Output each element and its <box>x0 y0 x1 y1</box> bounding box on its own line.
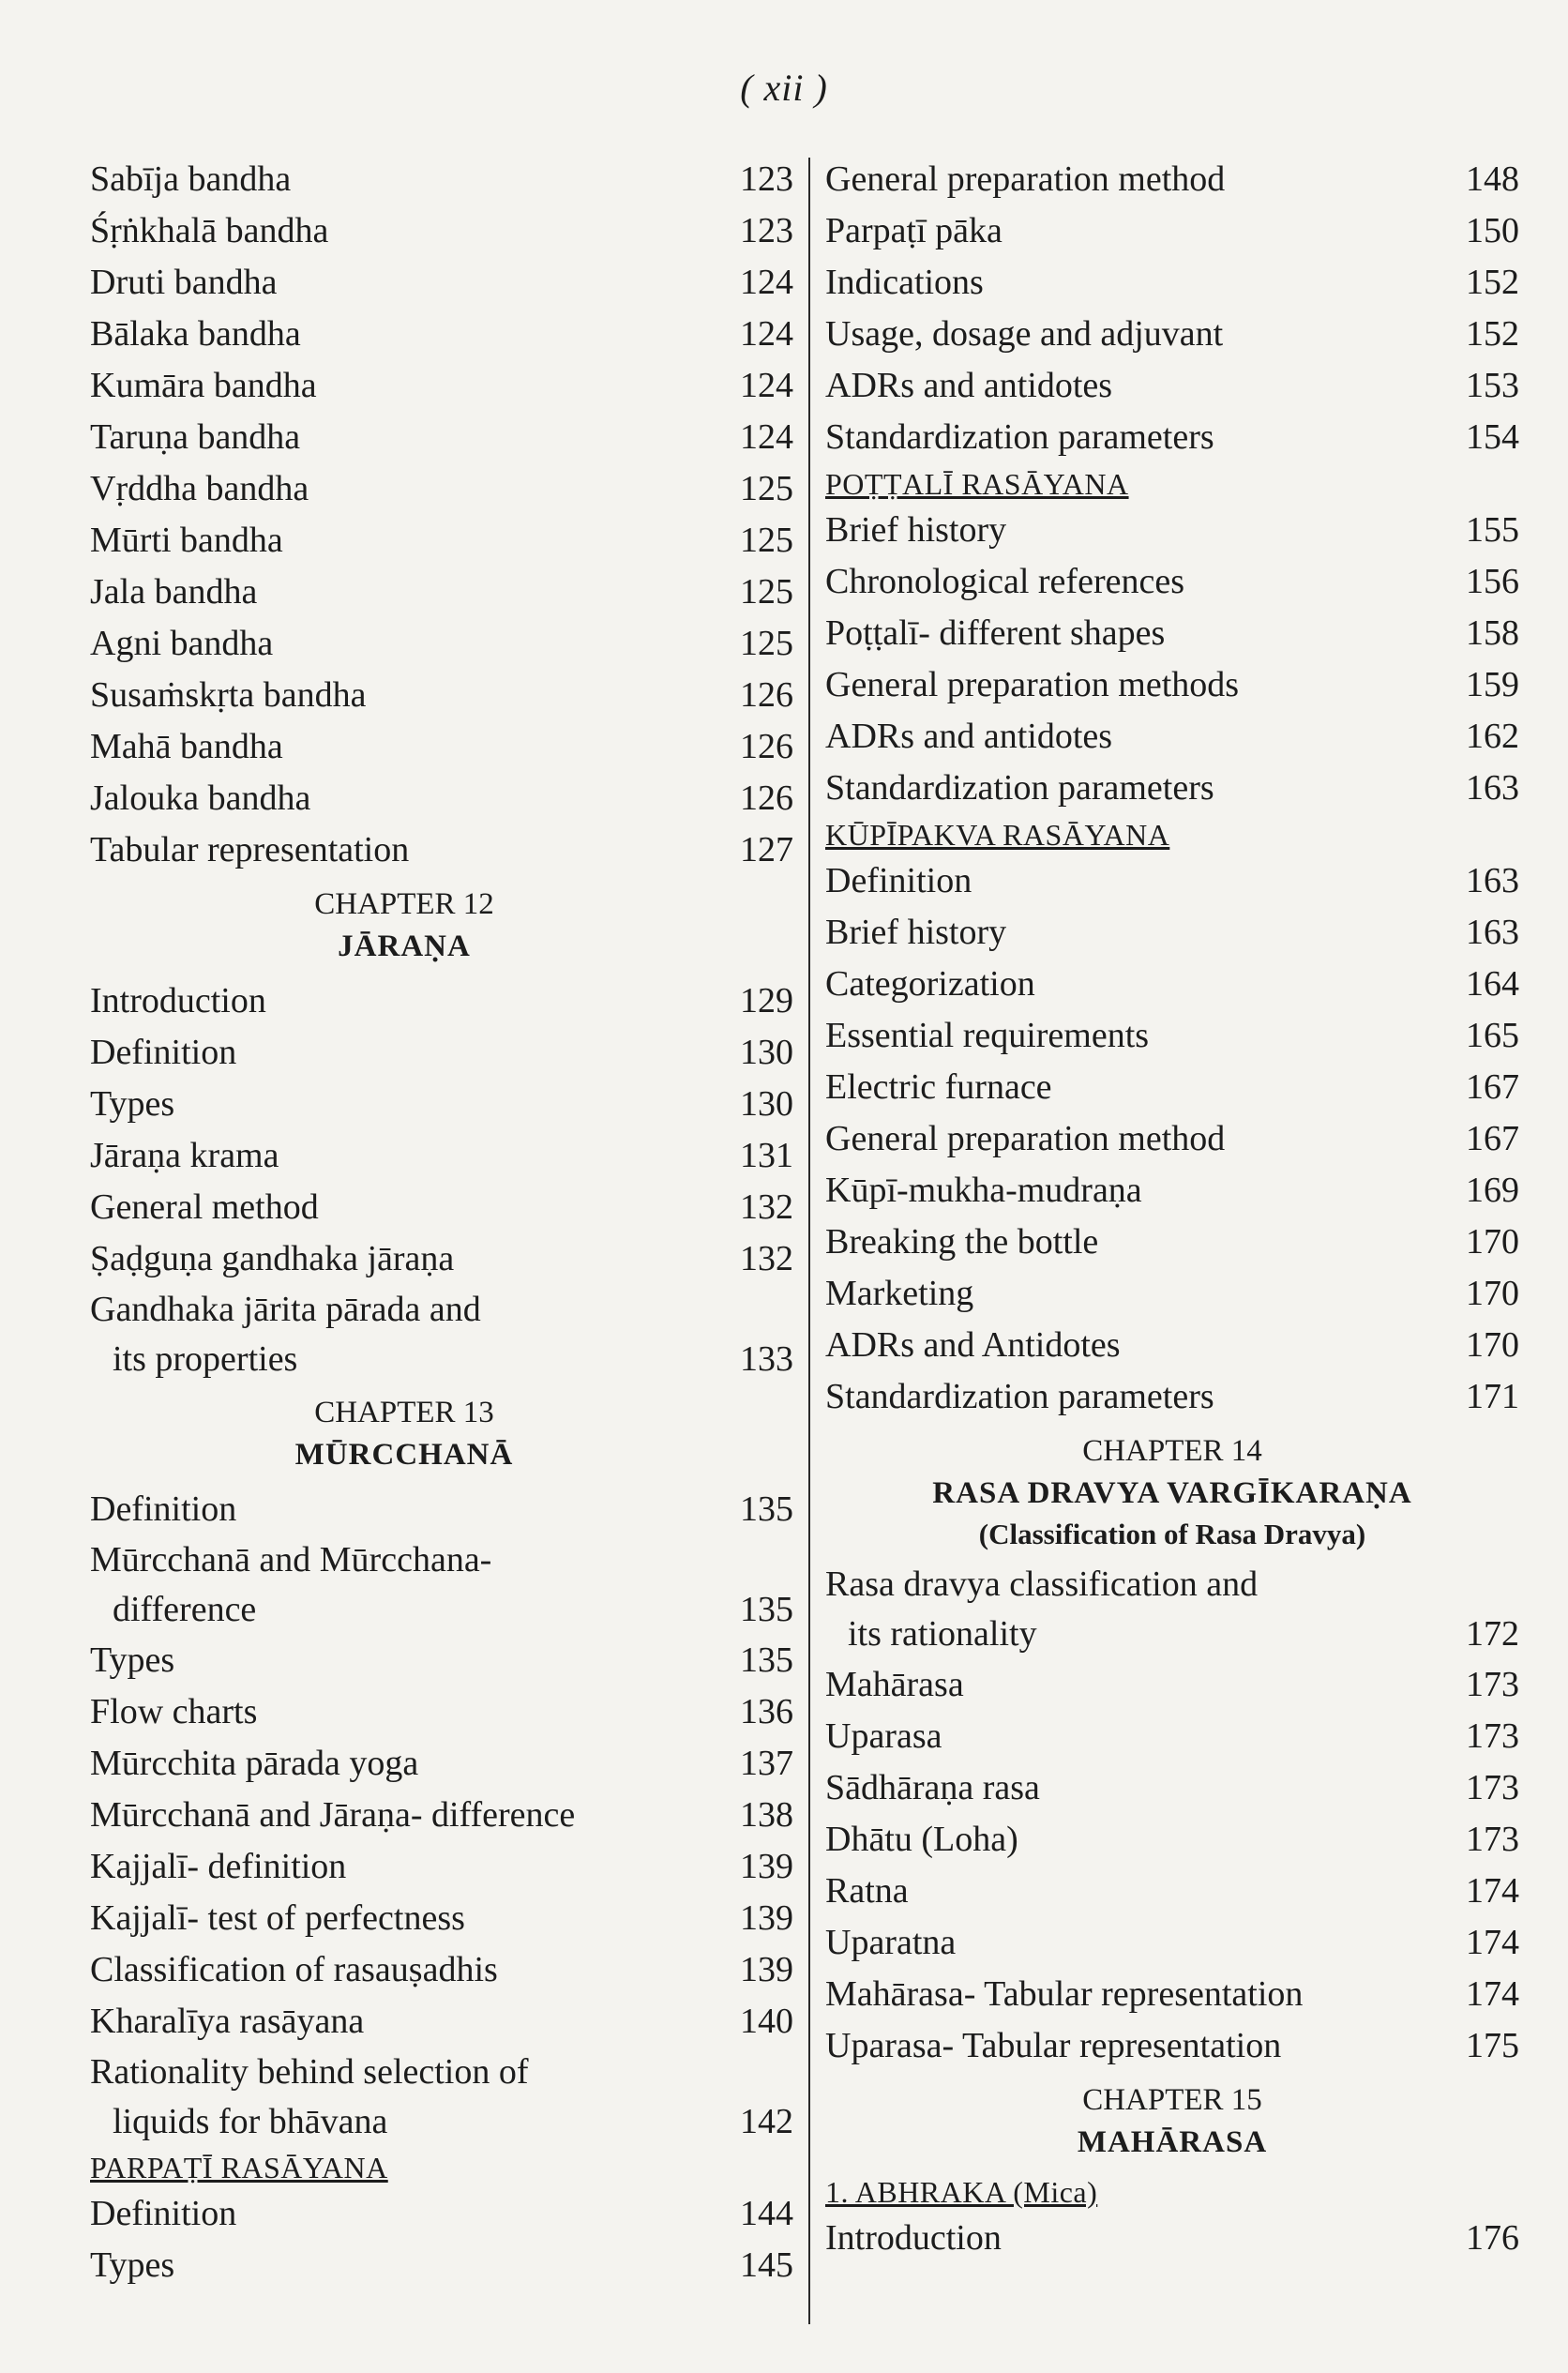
toc-entry-label: Dhātu (Loha) <box>825 1820 1018 1859</box>
toc-entry-label: Mahā bandha <box>90 727 283 766</box>
toc-entry-page: 140 <box>740 2002 793 2041</box>
toc-entry-label: Agni bandha <box>90 624 274 663</box>
toc-entry <box>90 824 793 876</box>
toc-entry-label-line1: Mūrcchanā and Mūrcchana- <box>90 1540 492 1579</box>
toc-entry-page: 173 <box>1466 1665 1519 1704</box>
toc-entry-page: 139 <box>740 1847 793 1886</box>
toc-entry-label: Jala bandha <box>90 572 258 612</box>
toc-entry-label: Śṛṅkhalā bandha <box>90 211 329 250</box>
toc-entry-page: 170 <box>1466 1222 1519 1262</box>
toc-entry-label: Essential requirements <box>825 1016 1150 1055</box>
toc-entry-page: 132 <box>740 1187 793 1227</box>
toc-entry <box>825 505 1519 556</box>
toc-entry <box>825 257 1519 309</box>
toc-entry-label: Jalouka bandha <box>90 778 311 818</box>
toc-entry-page: 162 <box>1466 717 1519 756</box>
toc-entry <box>825 1113 1519 1165</box>
toc-group <box>90 1635 793 2048</box>
toc-entry <box>90 154 793 205</box>
toc-entry-label: Vṛddha bandha <box>90 469 309 508</box>
toc-entry-label: General preparation methods <box>825 665 1240 704</box>
toc-entry-page: 125 <box>740 469 793 508</box>
toc-entry-label: Standardization parameters <box>825 417 1214 457</box>
toc-entry-label: Ṣaḍguṇa gandhaka jāraṇa <box>90 1239 455 1278</box>
toc-entry <box>825 1762 1519 1814</box>
toc-entry-page: 152 <box>1466 314 1519 354</box>
toc-entry-label: Taruṇa bandha <box>90 417 301 457</box>
toc-entry <box>825 763 1519 814</box>
toc-entry <box>825 309 1519 360</box>
toc-entry <box>825 1010 1519 1062</box>
chapter-number: CHAPTER 13 <box>314 1396 494 1429</box>
section-heading: POṬṬALĪ RASĀYANA <box>825 467 1129 501</box>
toc-entry-page: 175 <box>1466 2026 1519 2065</box>
toc-entry-label: Kūpī-mukha-mudraṇa <box>825 1171 1142 1210</box>
page-number: ( xii ) <box>740 67 828 109</box>
toc-entry <box>825 1062 1519 1113</box>
toc-entry <box>90 1079 793 1130</box>
toc-entry <box>90 2188 793 2240</box>
toc-entry-page: 173 <box>1466 1820 1519 1859</box>
toc-entry-label: Bālaka bandha <box>90 314 301 354</box>
toc-entry <box>90 1484 793 1535</box>
toc-entry <box>825 1969 1519 2020</box>
toc-entry-label: General preparation method <box>825 159 1226 199</box>
toc-entry-page: 125 <box>740 572 793 612</box>
chapter-title: RASA DRAVYA VARGĪKARAṆA <box>932 1476 1412 1510</box>
chapter-subtitle: (Classification of Rasa Dravya) <box>978 1518 1366 1550</box>
toc-entry-page: 129 <box>740 981 793 1020</box>
toc-entry-label: Definition <box>90 1033 237 1072</box>
toc-entry-label: Mūrcchita pārada yoga <box>90 1744 419 1783</box>
section-heading: PARPAṬĪ RASĀYANA <box>90 2151 388 2184</box>
toc-entry <box>90 2240 793 2291</box>
toc-entry-label: Standardization parameters <box>825 768 1214 808</box>
chapter-number: CHAPTER 15 <box>1082 2083 1262 2117</box>
toc-entry-page: 126 <box>740 675 793 715</box>
toc-entry-page: 135 <box>740 1489 793 1529</box>
toc-entry-page: 127 <box>740 830 793 869</box>
toc-entry-page: 174 <box>1466 1974 1519 2014</box>
toc-entry-label: Druti bandha <box>90 263 278 302</box>
toc-entry <box>90 1893 793 1944</box>
toc-entry <box>90 1182 793 1233</box>
toc-entry <box>825 1917 1519 1969</box>
toc-entry-label <box>825 1560 1435 1659</box>
toc-entry-page: 138 <box>740 1795 793 1835</box>
toc-entry-page: 163 <box>1466 861 1519 900</box>
toc-entry-label: Marketing <box>825 1274 974 1313</box>
toc-entry <box>825 1560 1519 1659</box>
toc-entry <box>825 360 1519 412</box>
toc-entry <box>825 2020 1519 2072</box>
toc-entry <box>825 1320 1519 1371</box>
toc-entry-label: Kajjalī- test of perfectness <box>90 1898 465 1938</box>
toc-entry-page: 145 <box>740 2245 793 2285</box>
toc-entry-page: 176 <box>1466 2218 1519 2258</box>
toc-entry-label: Susaṁskṛta bandha <box>90 675 367 715</box>
toc-entry-label: General preparation method <box>825 1119 1226 1158</box>
toc-entry-label: Uparatna <box>825 1923 957 1962</box>
toc-entry <box>90 1944 793 1996</box>
toc-entry <box>90 670 793 721</box>
toc-entry <box>90 205 793 257</box>
toc-entry-label: Types <box>90 1640 175 1680</box>
toc-entry-label: Mūrti bandha <box>90 521 283 560</box>
toc-entry-label: Jāraṇa krama <box>90 1136 279 1175</box>
toc-entry-page: 131 <box>740 1136 793 1175</box>
toc-entry <box>825 154 1519 205</box>
toc-entry-page: 135 <box>740 1640 793 1680</box>
toc-entry-label: Sādhāraṇa rasa <box>825 1768 1040 1807</box>
toc-entry-label: Categorization <box>825 964 1035 1004</box>
toc-entry-page: 132 <box>740 1239 793 1278</box>
toc-entry <box>825 1814 1519 1866</box>
toc-entry-label: Uparasa- Tabular representation <box>825 2026 1282 2065</box>
toc-entry-page: 174 <box>1466 1923 1519 1962</box>
toc-entry <box>825 205 1519 257</box>
toc-entry-label: Kharalīya rasāyana <box>90 2002 365 2041</box>
toc-entry-page: 153 <box>1466 366 1519 405</box>
toc-entry <box>825 959 1519 1010</box>
toc-entry <box>90 412 793 463</box>
toc-group <box>825 1659 1519 2072</box>
toc-entry-label-line1: Gandhaka jārita pārada and <box>90 1290 481 1329</box>
toc-entry-page: 130 <box>740 1084 793 1124</box>
chapter-number: CHAPTER 12 <box>314 887 494 921</box>
toc-entry <box>90 257 793 309</box>
toc-entry <box>825 412 1519 463</box>
toc-entry <box>825 1371 1519 1423</box>
toc-entry <box>825 907 1519 959</box>
toc-entry <box>825 1659 1519 1711</box>
toc-entry-label: Indications <box>825 263 984 302</box>
toc-entry-page: 163 <box>1466 768 1519 808</box>
toc-entry-label: Definition <box>90 2194 237 2233</box>
toc-entry <box>825 556 1519 608</box>
toc-entry-page: 173 <box>1466 1716 1519 1756</box>
toc-entry-page: 165 <box>1466 1016 1519 1055</box>
toc-entry-page: 173 <box>1466 1768 1519 1807</box>
toc-entry-label: Brief history <box>825 510 1007 550</box>
toc-entry-label: Uparasa <box>825 1716 942 1756</box>
toc-entry-page: 123 <box>740 211 793 250</box>
toc-entry-label: Mahārasa <box>825 1665 964 1704</box>
toc-entry-page: 174 <box>1466 1871 1519 1911</box>
toc-entry-label: ADRs and Antidotes <box>825 1325 1121 1365</box>
toc-entry-label: Parpaṭī pāka <box>825 211 1003 250</box>
toc-entry-page: 137 <box>740 1744 793 1783</box>
toc-entry-label: Mahārasa- Tabular representation <box>825 1974 1304 2014</box>
toc-entry-label: Types <box>90 2245 175 2285</box>
toc-entry-label: Breaking the bottle <box>825 1222 1099 1262</box>
toc-group <box>90 2188 793 2291</box>
toc-group <box>825 154 1519 463</box>
toc-entry-label: Brief history <box>825 913 1007 952</box>
toc-entry-label: Ratna <box>825 1871 909 1911</box>
chapter-13-heading <box>90 1392 793 1476</box>
toc-entry-page: 124 <box>740 366 793 405</box>
toc-entry <box>90 1996 793 2048</box>
toc-entry-label: Classification of rasauṣadhis <box>90 1950 498 1989</box>
toc-entry-label-line2: difference <box>113 1590 257 1629</box>
toc-entry <box>90 618 793 670</box>
toc-entry <box>90 1635 793 1686</box>
toc-entry <box>90 1686 793 1738</box>
toc-entry-page: 124 <box>740 314 793 354</box>
toc-entry-label: Flow charts <box>90 1692 258 1731</box>
toc-entry-label: Definition <box>90 1489 237 1529</box>
toc-entry-page: 156 <box>1466 562 1519 601</box>
toc-entry <box>825 659 1519 711</box>
toc-entry-page: 169 <box>1466 1171 1519 1210</box>
toc-entry <box>90 463 793 515</box>
toc-entry-page: 155 <box>1466 510 1519 550</box>
toc-entry <box>90 1233 793 1285</box>
section-heading: 1. ABHRAKA (Mica) <box>825 2175 1098 2209</box>
toc-entry-page: 130 <box>740 1033 793 1072</box>
toc-entry-label-line2: its rationality <box>848 1614 1037 1654</box>
toc-entry-label: Mūrcchanā and Jāraṇa- difference <box>90 1795 576 1835</box>
toc-entry <box>90 1841 793 1893</box>
toc-group <box>90 975 793 1285</box>
toc-entry <box>90 1285 793 1384</box>
toc-entry-page: 159 <box>1466 665 1519 704</box>
toc-entry-page: 171 <box>1466 1377 1519 1416</box>
toc-entry-label: ADRs and antidotes <box>825 717 1113 756</box>
toc-entry <box>825 1711 1519 1762</box>
toc-entry <box>90 2048 793 2147</box>
toc-entry-page: 124 <box>740 417 793 457</box>
toc-entry-page: 152 <box>1466 263 1519 302</box>
toc-entry <box>825 2213 1519 2264</box>
section-heading: KŪPĪPAKVA RASĀYANA <box>825 818 1170 852</box>
toc-entry-label: Types <box>90 1084 175 1124</box>
toc-entry <box>90 309 793 360</box>
chapter-12-heading <box>90 884 793 968</box>
toc-entry-label: Poṭṭalī- different shapes <box>825 613 1166 653</box>
chapter-title: MŪRCCHANĀ <box>294 1438 514 1472</box>
toc-entry-label-line2: its properties <box>113 1339 298 1379</box>
chapter-title: JĀRAṆA <box>338 930 471 963</box>
toc-entry-page: 163 <box>1466 913 1519 952</box>
toc-entry-page: 125 <box>740 624 793 663</box>
toc-entry <box>90 515 793 567</box>
toc-entry <box>825 1268 1519 1320</box>
toc-entry-label: Standardization parameters <box>825 1377 1214 1416</box>
toc-entry-label: Kumāra bandha <box>90 366 317 405</box>
chapter-15-heading <box>825 2079 1519 2164</box>
toc-entry <box>90 360 793 412</box>
toc-entry-page: 170 <box>1466 1325 1519 1365</box>
toc-entry-page: 144 <box>740 2194 793 2233</box>
toc-entry <box>825 608 1519 659</box>
toc-entry <box>90 1790 793 1841</box>
toc-entry-page: 158 <box>1466 613 1519 653</box>
toc-entry <box>90 975 793 1027</box>
toc-entry-page: 142 <box>740 2102 793 2141</box>
toc-entry-label: Introduction <box>90 981 266 1020</box>
toc-entry-label <box>90 2048 709 2147</box>
toc-entry <box>825 855 1519 907</box>
toc-entry <box>825 711 1519 763</box>
toc-entry-label <box>90 1285 709 1384</box>
toc-entry-page: 167 <box>1466 1119 1519 1158</box>
toc-entry <box>825 1866 1519 1917</box>
toc-entry-label: Usage, dosage and adjuvant <box>825 314 1224 354</box>
left-column <box>90 154 793 2291</box>
toc-entry-label: Sabīja bandha <box>90 159 292 199</box>
toc-entry-label: General method <box>90 1187 319 1227</box>
toc-entry-page: 139 <box>740 1898 793 1938</box>
toc-entry <box>90 1738 793 1790</box>
toc-entry-page: 123 <box>740 159 793 199</box>
toc-entry <box>90 773 793 824</box>
toc-group <box>825 855 1519 1423</box>
toc-entry <box>90 567 793 618</box>
chapter-number: CHAPTER 14 <box>1082 1434 1262 1468</box>
toc-entry-page: 167 <box>1466 1067 1519 1107</box>
toc-entry <box>90 1535 793 1635</box>
column-divider <box>808 158 810 2324</box>
toc-entry <box>90 1130 793 1182</box>
toc-entry <box>825 1165 1519 1217</box>
toc-entry-page: 126 <box>740 778 793 818</box>
toc-entry-page: 148 <box>1466 159 1519 199</box>
right-column <box>825 154 1519 2264</box>
toc-entry-page: 136 <box>740 1692 793 1731</box>
toc-entry-page: 139 <box>740 1950 793 1989</box>
toc-entry-label-line1: Rasa dravya classification and <box>825 1564 1259 1604</box>
toc-entry-page: 172 <box>1466 1614 1519 1654</box>
toc-entry-label-line1: Rationality behind selection of <box>90 2052 529 2092</box>
toc-entry-label: Definition <box>825 861 972 900</box>
toc-entry-label: Kajjalī- definition <box>90 1847 347 1886</box>
toc-entry-label: Introduction <box>825 2218 1002 2258</box>
toc-entry-page: 126 <box>740 727 793 766</box>
toc-entry-label: ADRs and antidotes <box>825 366 1113 405</box>
toc-entry-label: Chronological references <box>825 562 1184 601</box>
toc-entry-page: 135 <box>740 1590 793 1629</box>
toc-entry-page: 170 <box>1466 1274 1519 1313</box>
toc-group <box>825 505 1519 814</box>
toc-entry-page: 133 <box>740 1339 793 1379</box>
toc-group <box>90 154 793 876</box>
toc-entry <box>90 721 793 773</box>
chapter-title: MAHĀRASA <box>1077 2125 1268 2159</box>
toc-entry-page: 124 <box>740 263 793 302</box>
chapter-14-heading <box>825 1430 1519 1554</box>
toc-entry-label: Tabular representation <box>90 830 410 869</box>
toc-entry <box>90 1027 793 1079</box>
toc-entry-label-line2: liquids for bhāvana <box>113 2102 388 2141</box>
toc-entry-page: 150 <box>1466 211 1519 250</box>
toc-group <box>825 2213 1519 2264</box>
toc-entry <box>825 1217 1519 1268</box>
toc-entry-label <box>90 1535 709 1635</box>
toc-entry-page: 154 <box>1466 417 1519 457</box>
toc-entry-page: 164 <box>1466 964 1519 1004</box>
toc-entry-page: 125 <box>740 521 793 560</box>
toc-entry-label: Electric furnace <box>825 1067 1052 1107</box>
